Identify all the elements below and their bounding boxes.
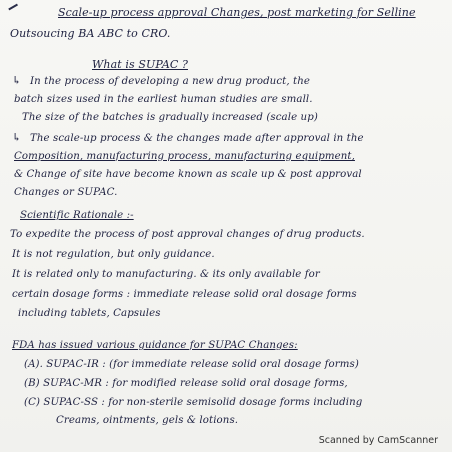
scanner-watermark: Scanned by CamScanner [318, 435, 438, 446]
text-line: Composition, manufacturing process, manufacturing equipment, [14, 151, 355, 162]
list-item-supac-mr: (B) SUPAC-MR : for modified release solid oral dosage forms, [24, 378, 348, 389]
subheading-scientific-rationale: Scientific Rationale :- [20, 210, 134, 221]
title-line-1: Scale-up process approval Changes, post marketing for Selline [58, 6, 416, 19]
list-item-supac-ir: (A). SUPAC-IR : (for immediate release solid oral dosage forms) [24, 359, 359, 370]
text-line: including tablets, Capsules [18, 308, 161, 319]
text-line: It is not regulation, but only guidance. [12, 249, 215, 260]
text-line: & Change of site have become known as scale up & post approval [14, 169, 362, 180]
list-item-supac-ss: (C) SUPAC-SS : for non-sterile semisolid dosage forms including [24, 397, 363, 408]
subheading-fda-guidance: FDA has issued various guidance for SUPAC Changes: [12, 340, 298, 351]
arrow-bullet-icon: ↳ [12, 131, 22, 144]
text-line: certain dosage forms : immediate release solid oral dosage forms [12, 289, 357, 300]
arrow-bullet-icon: ↳ [12, 74, 22, 87]
text-line: In the process of developing a new drug product, the [30, 76, 311, 87]
text-line: The scale-up process & the changes made after approval in the [30, 133, 364, 144]
text-line: Creams, ointments, gels & lotions. [56, 415, 239, 426]
text-line: The size of the batches is gradually increased (scale up) [22, 112, 318, 123]
text-line: To expedite the process of post approval changes of drug products. [10, 229, 365, 240]
title-line-2: Outsoucing BA ABC to CRO. [10, 27, 171, 40]
text-line: batch sizes used in the earliest human studies are small. [14, 94, 313, 105]
section-heading-what-is-supac: What is SUPAC ? [92, 58, 188, 71]
margin-dash [8, 4, 17, 10]
text-line: Changes or SUPAC. [14, 187, 118, 198]
text-line: It is related only to manufacturing. & its only available for [12, 269, 320, 280]
